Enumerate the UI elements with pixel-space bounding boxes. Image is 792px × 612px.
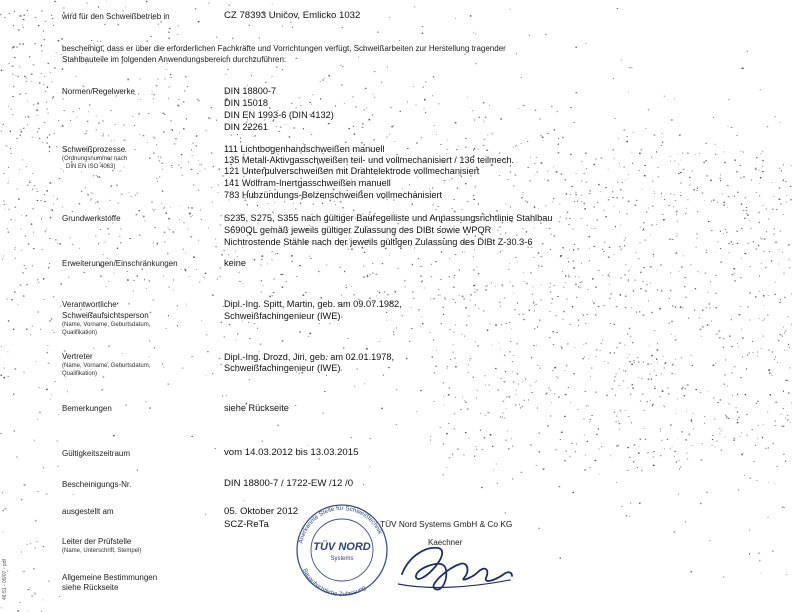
issuing-organization: TÜV Nord Systems GmbH & Co KG [380,519,513,529]
svg-text:Bauaufsichtliche Zulassung [301,567,367,598]
supervisor-label: Verantwortliche [62,300,117,309]
stamp-ring-top-text: Anerkannte Stelle für Schweißtechnik [297,504,384,545]
extensions-value: keine [224,258,246,268]
intro-line-1: bescheinigt, dass er über die erforderlichen Fachkräfte und Vorrichtungen verfügt, Schweißarbeiten zur Herstellung tragender [62,44,506,53]
process-item: 111 Lichtbogenhandschweißen manuell [224,144,385,154]
stamp-sub-text: Systems [330,556,354,562]
supervisor-sublabel: Qualifikation) [62,330,98,336]
supervisor-value: Dipl.-Ing. Spitt, Martin, geb. am 09.07.1982, [224,299,402,309]
supervisor-label: Schweißaufsichtsperson [62,311,149,320]
deputy-sublabel: (Name, Vorname, Geburtsdatum, [62,363,151,369]
handwritten-signature [398,528,516,594]
intro-line-2: Stahlbauteile im folgenden Anwendungsbereich durchzuführen: [62,55,287,64]
deputy-label: Vertreter [62,352,93,361]
validity-label: Gültigkeitszeitraum [62,449,131,458]
remarks-label: Bemerkungen [62,404,112,413]
operator-location-value: CZ 78393 Uničov, Emlicko 1032 [224,10,361,21]
processes-sublabel: DIN EN ISO 4063) [66,164,116,170]
issued-date: 05. Oktober 2012 [224,506,299,517]
process-item: 141 Wolfram-Inertgasschweißen manuell [224,178,391,188]
head-of-office-sublabel: (Name, Unterschrift, Stempel) [62,548,142,554]
process-item: 135 Metall-Aktivgasschweißen teil- und vollmechanisiert / 136 teilmech. [224,155,515,165]
stamp-center-text: TÜV NORD [313,541,371,553]
standards-value: DIN 22261 [224,122,268,132]
margin-form-code: 46.51 - 05/07 - pdf [2,559,8,600]
deputy-sublabel: Qualifikation) [62,371,98,377]
issued-reference: SCZ-ReTa [224,519,269,530]
validity-value: vom 14.03.2012 bis 13.03.2015 [224,447,359,458]
standards-value: DIN 15018 [224,98,268,108]
certificate-number-label: Bescheinigungs-Nr. [62,480,132,489]
processes-label: Schweißprozesse [62,145,126,154]
head-of-office-name: Kaechner [428,538,463,547]
material-item: Nichtrostende Stähle nach der jeweils gültigen Zulassung des DIBt Z-30.3-6 [224,237,533,247]
materials-label: Grundwerkstoffe [62,214,121,223]
standards-label: Normen/Regelwerke [62,87,135,96]
standards-value: DIN 18800-7 [224,86,277,96]
general-provisions-label: Allgemeine Bestimmungen [62,573,158,582]
deputy-value: Dipl.-Ing. Drozd, Jiri, geb. am 02.01.1978, [224,352,395,362]
tuv-nord-stamp [286,500,398,598]
head-of-office-label: Leiter der Prüfstelle [62,537,132,546]
processes-sublabel: (Ordnungsnummer nach [62,156,128,162]
deputy-value: Schweißfachingenieur (IWE) [224,363,341,373]
stamp-ring-bottom-text: Bauaufsichtliche Zulassung [301,567,368,598]
process-item: 783 Hubzündungs-Bolzenschweißen vollmechanisiert [224,190,443,200]
material-item: S690QL gemäß jeweils gültiger Zulassung des DIBt sowie WPQR [224,225,492,235]
standards-value: DIN EN 1993-6 (DIN 4132) [224,110,334,120]
general-provisions-label: siehe Rückseite [62,583,119,592]
issued-label: ausgestellt am [62,507,114,516]
supervisor-sublabel: (Name, Vorname, Geburtsdatum, [62,322,151,328]
material-item: S235, S275, S355 nach gültiger Bauregelliste und Anpassungsrichtlinie Stahlbau [224,213,553,223]
extensions-label: Erweiterungen/Einschränkungen [62,259,178,268]
process-item: 121 Unterpulverschweißen mit Drahtelektrode vollmechanisiert [224,166,480,176]
operator-location-label: wird für den Schweißbetrieb in [62,12,170,21]
certificate-number-value: DIN 18800-7 / 1722-EW /12 /0 [224,478,354,489]
remarks-value: siehe Rückseite [224,403,289,413]
supervisor-value: Schweißfachingenieur (IWE) [224,311,341,321]
